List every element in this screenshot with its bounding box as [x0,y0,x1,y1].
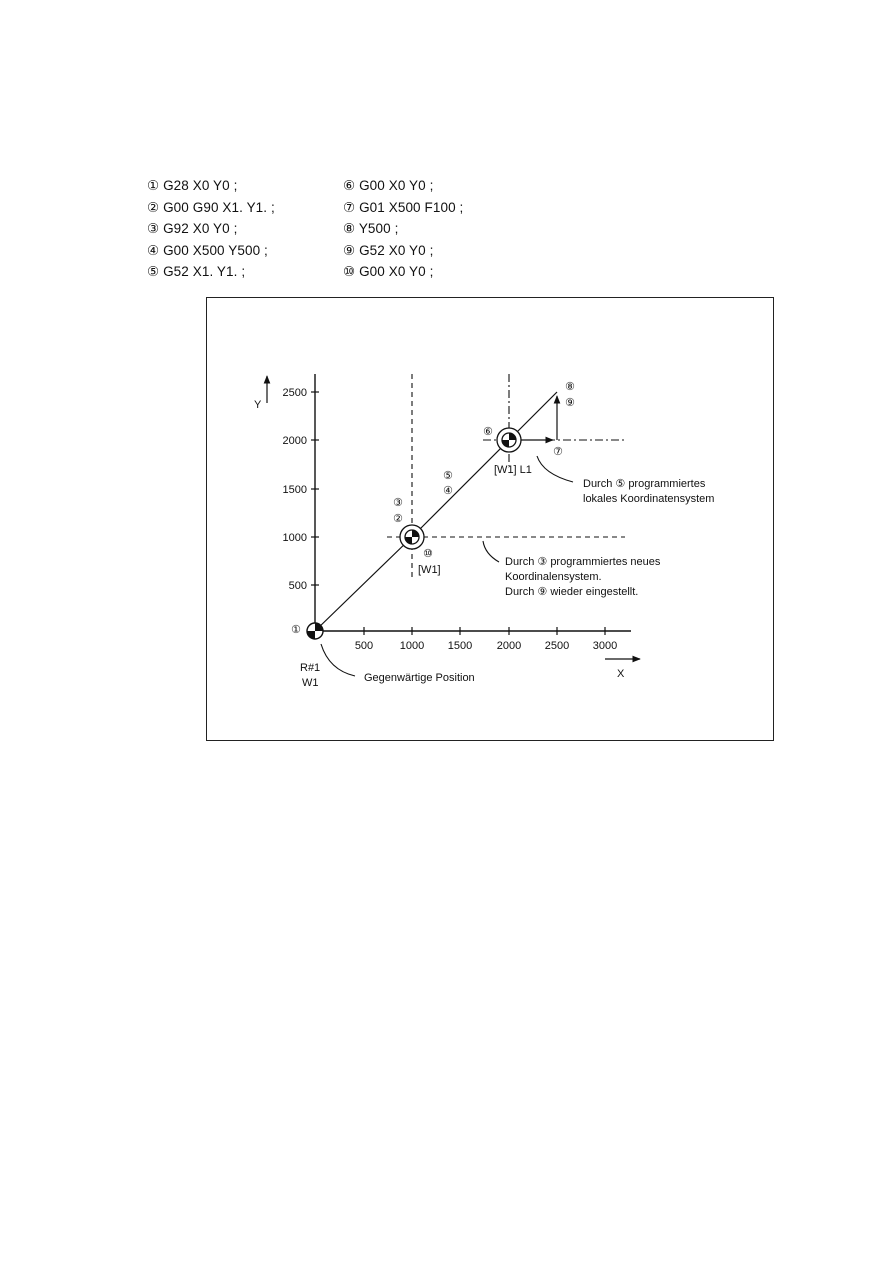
program-line-1 [147,175,275,197]
marker-3: ③ [393,497,403,509]
program-column-left [147,175,275,283]
gcode-text: Y500 ; [358,221,399,236]
origin-label-r1: R#1 [300,662,321,674]
w1l1-label: [W1] L1 [494,464,532,476]
marker-6: ⑥ [483,426,493,438]
marker-1: ① [291,624,301,636]
program-line-9 [343,240,463,262]
marker-8: ⑧ [565,381,575,393]
step-number: ⑦ [343,199,356,215]
step-number: ⑧ [343,221,356,236]
origin-symbol [307,623,323,639]
gcode-text: G28 X0 Y0 ; [163,178,238,193]
marker-7: ⑦ [553,446,563,458]
program-line-3 [147,218,275,240]
gcode-text: G01 X500 F100 ; [359,199,464,215]
coordinate-diagram [207,298,772,739]
program-line-7 [343,197,463,219]
note-local-system-line2: lokales Koordinatensystem [583,493,715,505]
path-origin-to-w1 [315,537,412,631]
w1-origin-symbol [400,525,424,549]
y-axis-label: Y [254,399,262,411]
program-line-8 [343,218,463,240]
x-tick-label: 500 [354,640,374,652]
step-number: ② [147,199,160,215]
w1-label: [W1] [418,564,441,576]
gcode-text: G00 X500 Y500 ; [163,242,268,258]
y-tick-label: 1000 [282,532,307,544]
path-w1-to-l1 [412,440,509,537]
program-line-6 [343,175,463,197]
step-number: ⑤ [147,264,160,279]
note-new-system-line2: Koordinalensystem. [505,571,602,583]
program-line-4 [147,240,275,262]
leader-origin [321,644,355,676]
l1-origin-symbol [497,428,521,452]
leader-local-system [537,456,573,482]
program-line-2 [147,197,275,219]
diagram-frame [206,297,774,741]
gcode-text: G00 G90 X1. Y1. ; [163,199,275,215]
gcode-text: G00 X0 Y0 ; [359,264,434,279]
program-line-10 [343,261,463,283]
origin-note: Gegenwärtige Position [364,672,475,684]
marker-5: ⑤ [443,470,453,482]
step-number: ⑩ [343,264,356,279]
x-tick-label: 2000 [496,640,522,652]
origin-label-w1: W1 [302,677,319,689]
marker-4: ④ [443,485,453,497]
marker-9: ⑨ [565,397,575,409]
step-number: ⑥ [343,178,356,193]
gcode-text: G00 X0 Y0 ; [359,178,434,193]
x-axis-label: X [617,668,625,680]
step-number: ① [147,178,160,193]
step-number: ④ [147,242,160,258]
x-tick-label: 3000 [592,640,618,652]
step-number: ③ [147,221,160,236]
x-tick-label: 2500 [544,640,570,652]
y-tick-label: 2000 [282,435,307,447]
marker-10: ⑩ [423,548,433,560]
gcode-text: G52 X1. Y1. ; [163,264,246,279]
step-number: ⑨ [343,242,356,258]
y-tick-label: 2500 [282,387,307,399]
marker-2: ② [393,513,403,525]
note-new-system-line3: Durch ⑨ wieder eingestellt. [505,586,639,598]
x-tick-label: 1000 [399,640,425,652]
gcode-text: G92 X0 Y0 ; [163,221,238,236]
y-tick-label: 500 [288,580,307,592]
x-tick-label: 1500 [447,640,473,652]
note-new-system-line1: Durch ③ programmiertes neues [505,556,661,568]
program-line-5 [147,261,275,283]
note-local-system-line1: Durch ⑤ programmiertes [583,478,706,490]
program-column-right [343,175,463,283]
y-tick-label: 1500 [282,484,307,496]
gcode-text: G52 X0 Y0 ; [359,242,434,258]
leader-new-system [483,541,499,562]
